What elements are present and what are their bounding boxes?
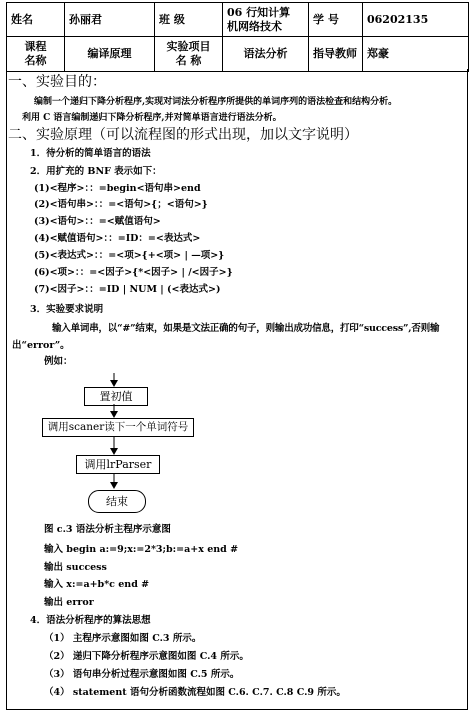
course-label: 课程 名称 — [7, 37, 65, 72]
requirement-line2: 出“error”。 — [12, 340, 70, 351]
section2-title: 二、实验原理（可以流程图的形式出现，加以文字说明） — [8, 127, 358, 143]
algo-line-4: （4） statement 语句分析函数流程如图 C.6. C.7. C.8 C.9 所示。 — [44, 687, 346, 698]
class-label: 班 级 — [155, 3, 223, 37]
id-label: 学 号 — [309, 3, 363, 37]
teacher-value: 郑豪 — [363, 37, 469, 72]
item-label: 实验项目 名 称 — [155, 37, 223, 72]
item1-heading: 1．待分析的简单语言的语法 — [30, 148, 151, 159]
class-value: 06 行知计算 机网络技术 — [223, 3, 309, 37]
section1-line1: 编制一个递归下降分析程序,实现对词法分析程序所提供的单词序列的语法检查和结构分析。 — [34, 97, 398, 107]
algo-line-1: （1） 主程序示意图如图 C.3 所示。 — [44, 633, 202, 644]
section1-line2: 利用 C 语言编制递归下降分析程序,并对简单语言进行语法分析。 — [22, 113, 282, 123]
item2-heading: 2．用扩充的 BNF 表示如下： — [30, 166, 162, 177]
bnf-rule-3: (3)<语句>：：=<赋值语句> — [34, 216, 161, 227]
flow-box-lrparser: 调用lrParser — [76, 455, 160, 474]
example-label: 例如： — [44, 356, 73, 367]
bnf-rule-6: (6)<项>：：=<因子>{*<因子> | /<因子>} — [34, 267, 233, 278]
bnf-rule-2: (2)<语句串>：：=<语句>{；<语句>} — [34, 199, 208, 210]
io-line-1: 输入 begin a:=9;x:=2*3;b:=a+x end # — [44, 544, 239, 555]
io-line-3: 输入 x:=a+b*c end # — [44, 579, 150, 590]
io-line-4: 输出 error — [44, 597, 94, 608]
bnf-rule-5: (5)<表达式>：：=<项>{+<项> | —项>} — [34, 250, 225, 261]
section1-title: 一、实验目的： — [8, 74, 106, 90]
bnf-rule-7: (7)<因子>：：=ID | NUM | (<表达式>) — [34, 284, 221, 295]
flow-box-end: 结束 — [88, 490, 146, 513]
item3-heading: 3．实验要求说明 — [30, 304, 104, 315]
algo-line-3: （3） 语句串分析过程示意图如图 C.5 所示。 — [44, 669, 240, 680]
bnf-rule-4: (4)<赋值语句>：：=ID：=<表达式> — [34, 233, 201, 244]
bnf-rule-1: (1)<程序>：：=begin<语句串>end — [34, 183, 201, 194]
io-line-2: 输出 success — [44, 562, 107, 573]
id-value: 06202135 — [363, 3, 469, 37]
requirement-line1: 输入单词串，以“#”结束，如果是文法正确的句子，则输出成功信息，打印“success”,否则输 — [52, 323, 440, 334]
item4-heading: 4．语法分析程序的算法思想 — [30, 615, 151, 626]
item-value: 语法分析 — [223, 37, 309, 72]
algo-line-2: （2） 递归下降分析程序示意图如图 C.4 所示。 — [44, 651, 249, 662]
teacher-label: 指导教师 — [309, 37, 363, 72]
name-value: 孙丽君 — [65, 3, 155, 37]
course-value: 编译原理 — [65, 37, 155, 72]
flow-box-init: 置初值 — [84, 387, 148, 406]
flow-box-scaner: 调用scaner读下一个单词符号 — [42, 418, 194, 437]
figure-caption: 图 c.3 语法分析主程序示意图 — [44, 524, 171, 535]
name-label: 姓名 — [7, 3, 65, 37]
